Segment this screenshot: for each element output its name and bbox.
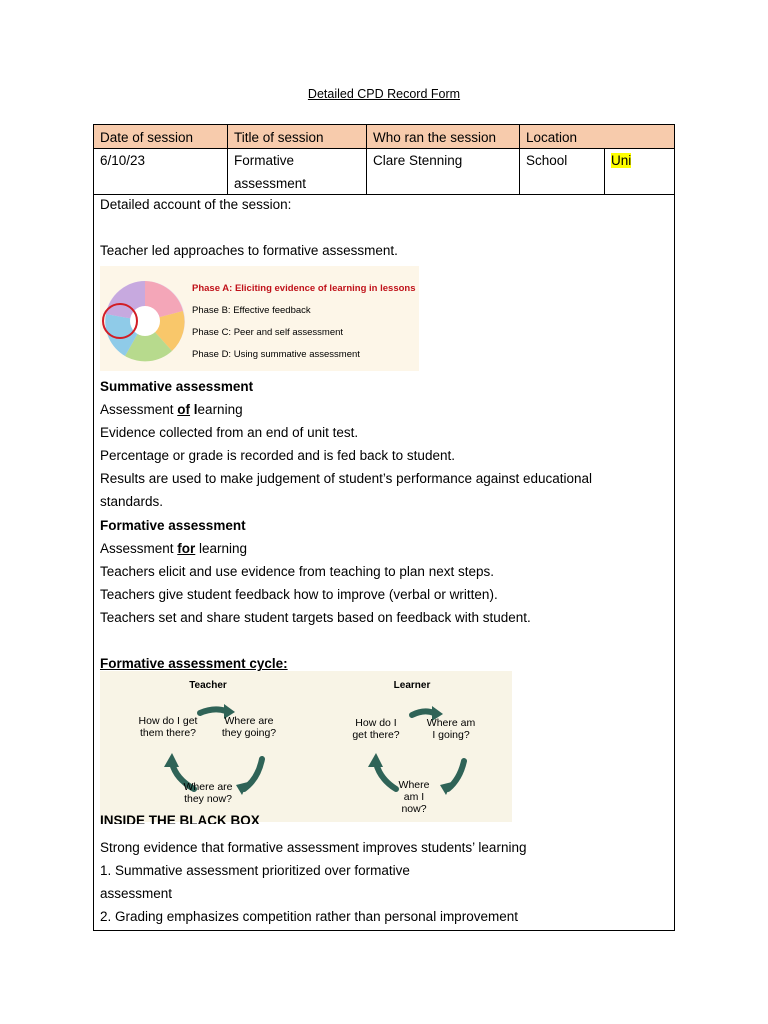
header-who: Who ran the session bbox=[367, 125, 520, 148]
teacher-q1: How do I get them there? bbox=[138, 715, 198, 739]
formative-line: Teachers set and share student targets based on feedback with student. bbox=[100, 610, 531, 625]
phase-diagram bbox=[100, 266, 419, 371]
header-date: Date of session bbox=[94, 125, 228, 148]
phase-d: Phase D: Using summative assessment bbox=[192, 349, 360, 360]
value-title-line2: assessment bbox=[234, 176, 307, 191]
phase-c: Phase C: Peer and self assessment bbox=[192, 327, 344, 338]
summative-sub-l: l bbox=[190, 402, 198, 417]
account-label: Detailed account of the session: bbox=[100, 197, 292, 212]
summative-sub-of: of bbox=[177, 402, 191, 417]
header-title: Title of session bbox=[228, 125, 367, 148]
account-intro: Teacher led approaches to formative assessment. bbox=[100, 243, 398, 258]
blackbox-line: assessment bbox=[100, 886, 173, 901]
teacher-q3: Where are they now? bbox=[183, 781, 233, 805]
summative-line: Evidence collected from an end of unit test. bbox=[100, 425, 359, 440]
learner-q2: Where am I going? bbox=[426, 717, 476, 741]
assessment-cycle-diagram bbox=[100, 671, 512, 822]
phase-a: Phase A: Eliciting evidence of learning in lessons bbox=[192, 283, 416, 294]
formative-sub-pre: Assessment bbox=[100, 541, 178, 556]
summative-line: Percentage or grade is recorded and is fed back to student. bbox=[100, 448, 455, 463]
table-value-row bbox=[94, 148, 674, 195]
phase-b: Phase B: Effective feedback bbox=[192, 305, 311, 316]
formative-subtitle bbox=[100, 537, 247, 560]
cycle-arrows-icon bbox=[100, 671, 512, 822]
summative-sub-post: earning bbox=[197, 402, 243, 417]
value-location-alt: Uni bbox=[611, 153, 632, 168]
summative-subtitle bbox=[100, 398, 243, 421]
document-title: Detailed CPD Record Form bbox=[307, 87, 461, 101]
value-who: Clare Stenning bbox=[367, 148, 520, 194]
formative-sub-for: for bbox=[177, 541, 196, 556]
formative-line: Teachers give student feedback how to improve (verbal or written). bbox=[100, 587, 498, 602]
cycle-teacher-title: Teacher bbox=[189, 680, 227, 691]
learner-q3: Where am I now? bbox=[398, 779, 430, 815]
blackbox-line: 1. Summative assessment prioritized over formative bbox=[100, 863, 410, 878]
formative-heading: Formative assessment bbox=[100, 518, 246, 533]
cycle-learner-title: Learner bbox=[393, 680, 431, 691]
summative-line: standards. bbox=[100, 494, 164, 509]
summative-line: Results are used to make judgement of student’s performance against educational bbox=[100, 471, 593, 486]
value-title bbox=[228, 148, 367, 194]
value-location-alt-cell bbox=[605, 148, 674, 194]
cycle-heading: Formative assessment cycle: bbox=[100, 656, 288, 671]
teacher-q2: Where are they going? bbox=[221, 715, 277, 739]
summative-sub-pre: Assessment bbox=[100, 402, 178, 417]
blackbox-line: Strong evidence that formative assessment improves students’ learning bbox=[100, 840, 527, 855]
table-header-row bbox=[94, 125, 674, 149]
blackbox-heading: INSIDE THE BLACK BOX bbox=[100, 814, 260, 824]
header-location: Location bbox=[526, 130, 578, 145]
blackbox-line: 2. Grading emphasizes competition rather than personal improvement bbox=[100, 909, 518, 924]
formative-line: Teachers elicit and use evidence from teaching to plan next steps. bbox=[100, 564, 494, 579]
value-date: 6/10/23 bbox=[94, 148, 228, 194]
formative-sub-post: learning bbox=[195, 541, 248, 556]
summative-heading: Summative assessment bbox=[100, 379, 254, 394]
value-location: School bbox=[520, 148, 605, 194]
value-title-line1: Formative bbox=[234, 153, 295, 168]
learner-q1: How do I get there? bbox=[352, 717, 400, 741]
cpd-record-form bbox=[93, 124, 675, 931]
phase-wheel-icon bbox=[100, 266, 190, 371]
